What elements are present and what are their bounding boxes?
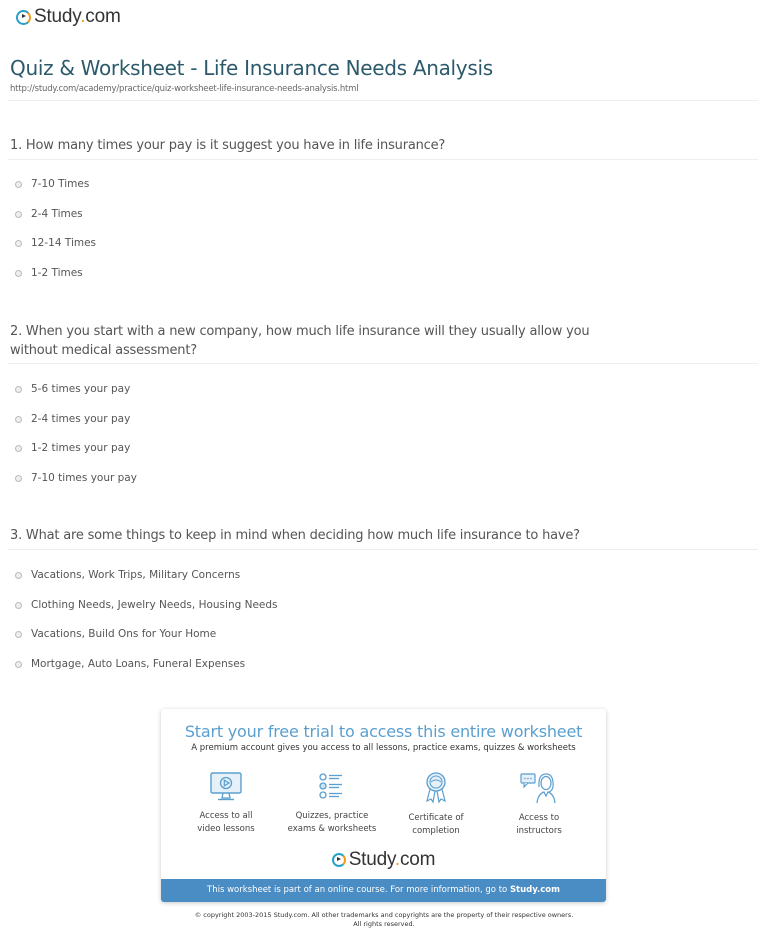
feature-certificate: Certificate of completion: [381, 771, 491, 838]
study-link[interactable]: Study.com: [509, 885, 560, 895]
radio-button[interactable]: [15, 445, 22, 452]
logo-wordmark: Study.com: [348, 849, 436, 870]
answer-option[interactable]: 7-10 times your pay: [15, 472, 137, 484]
divider: [8, 363, 758, 364]
certificate-ribbon-icon: [419, 771, 453, 805]
answer-option[interactable]: 2-4 times your pay: [15, 413, 130, 425]
answer-option[interactable]: 1-2 times your pay: [15, 442, 130, 454]
divider: [8, 159, 758, 160]
copyright-notice: © copyright 2003-2015 Study.com. All other trademarks and copyrights are the property of their respective owners. All rights reserved.: [194, 911, 574, 928]
radio-button[interactable]: [15, 181, 22, 188]
answer-option[interactable]: Mortgage, Auto Loans, Funeral Expenses: [15, 658, 245, 670]
answer-option[interactable]: 1-2 Times: [15, 267, 83, 279]
radio-button[interactable]: [15, 211, 22, 218]
play-circle-icon: [332, 853, 346, 867]
question-1: 1. How many times your pay is it suggest you have in life insurance?: [10, 138, 446, 153]
study-logo[interactable]: [332, 849, 436, 871]
page-title: Quiz & Worksheet - Life Insurance Needs Analysis: [10, 56, 493, 80]
radio-button[interactable]: [15, 270, 22, 277]
promo-info-bar: This worksheet is part of an online course. For more information, go to Study.com: [161, 879, 606, 902]
radio-button[interactable]: [15, 475, 22, 482]
promo-subtitle: A premium account gives you access to all lessons, practice exams, quizzes & worksheets: [191, 743, 576, 753]
logo-wordmark: Study.com: [34, 6, 121, 27]
free-trial-promo: [161, 709, 606, 902]
answer-option[interactable]: Vacations, Build Ons for Your Home: [15, 628, 216, 640]
promo-logo-container: [161, 849, 606, 871]
radio-button[interactable]: [15, 240, 22, 247]
promo-title[interactable]: Start your free trial to access this entire worksheet: [184, 722, 583, 741]
feature-video-lessons: Access to all video lessons: [171, 771, 281, 836]
play-circle-icon: [16, 10, 31, 25]
quiz-list-icon: [315, 771, 349, 803]
radio-button[interactable]: [15, 386, 22, 393]
radio-button[interactable]: [15, 602, 22, 609]
instructor-chat-icon: [519, 771, 559, 805]
answer-option[interactable]: 12-14 Times: [15, 237, 96, 249]
question-2: 2. When you start with a new company, how much life insurance will they usually allow you without medical assessment?: [10, 324, 590, 358]
video-monitor-icon: [209, 771, 243, 803]
answer-option[interactable]: Clothing Needs, Jewelry Needs, Housing Needs: [15, 599, 278, 611]
study-logo[interactable]: [16, 6, 121, 28]
answer-option[interactable]: Vacations, Work Trips, Military Concerns: [15, 569, 240, 581]
divider: [8, 549, 758, 550]
radio-button[interactable]: [15, 572, 22, 579]
radio-button[interactable]: [15, 416, 22, 423]
answer-option[interactable]: 2-4 Times: [15, 208, 83, 220]
feature-instructors: Access to instructors: [484, 771, 594, 838]
divider: [8, 100, 758, 101]
answer-option[interactable]: 7-10 Times: [15, 178, 89, 190]
radio-button[interactable]: [15, 661, 22, 668]
page-url[interactable]: http://study.com/academy/practice/quiz-worksheet-life-insurance-needs-analysis.html: [10, 84, 359, 94]
radio-button[interactable]: [15, 631, 22, 638]
answer-option[interactable]: 5-6 times your pay: [15, 383, 130, 395]
feature-quizzes: Quizzes, practice exams & worksheets: [277, 771, 387, 836]
question-3: 3. What are some things to keep in mind when deciding how much life insurance to have?: [10, 528, 580, 543]
